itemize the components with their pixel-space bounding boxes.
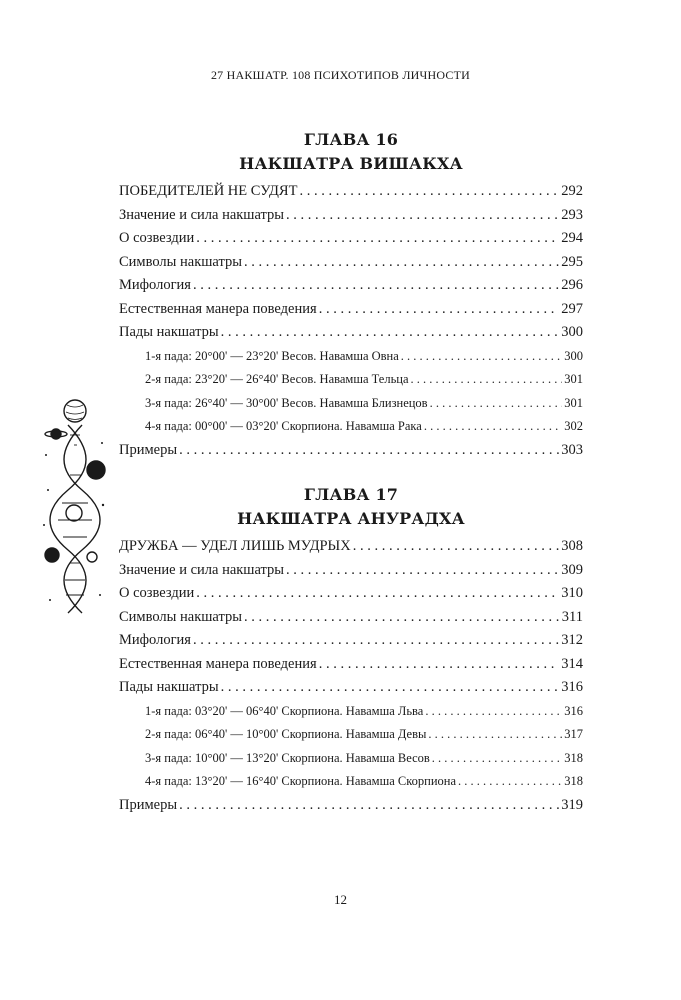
dot-leader — [299, 180, 559, 204]
entry-page: 314 — [561, 655, 583, 672]
entry-page: 316 — [564, 703, 583, 718]
entry-page: 300 — [564, 348, 583, 363]
dot-leader — [286, 559, 559, 583]
entry-page: 318 — [564, 774, 583, 788]
dot-leader — [411, 368, 563, 392]
toc-entry[interactable] — [119, 535, 583, 559]
entry-title: Значение и сила накшатры — [119, 206, 285, 223]
toc-entry[interactable] — [119, 653, 583, 677]
toc-entry[interactable] — [119, 298, 583, 322]
toc-entry[interactable] — [119, 251, 583, 275]
entry-title: 4-я пада: 00°00' — 03°20' Скорпиона. Навамша Рака — [145, 419, 422, 433]
dot-leader — [319, 653, 560, 677]
toc-list — [119, 535, 583, 817]
toc-entry[interactable] — [119, 582, 583, 606]
dot-leader — [319, 298, 560, 322]
entry-page: 318 — [564, 750, 583, 765]
toc-entry[interactable] — [119, 439, 583, 463]
toc-entry[interactable] — [119, 794, 583, 818]
toc-list — [119, 180, 583, 462]
entry-page: 293 — [561, 206, 583, 223]
dot-leader — [432, 747, 562, 771]
chapter-label: ГЛАВА 17 — [303, 485, 399, 504]
entry-title: 1-я пада: 03°20' — 06°40' Скорпиона. Навамша Льва — [145, 703, 424, 718]
toc-entry[interactable] — [119, 606, 583, 630]
entry-title: 3-я пада: 10°00' — 13°20' Скорпиона. Навамша Весов — [145, 750, 430, 765]
chapter-label: ГЛАВА 16 — [303, 130, 399, 149]
entry-title: Естественная манера поведения — [119, 300, 317, 317]
dot-leader — [425, 700, 562, 724]
toc-entry[interactable] — [119, 676, 583, 700]
toc-entry[interactable] — [119, 629, 583, 653]
entry-page: 312 — [561, 632, 583, 648]
entry-page: 297 — [561, 300, 583, 317]
dot-leader — [221, 321, 560, 345]
dot-leader — [196, 582, 559, 606]
dot-leader — [221, 676, 560, 700]
entry-title: Пады накшатры — [119, 679, 219, 695]
dot-leader — [401, 345, 562, 369]
entry-page: 316 — [561, 679, 583, 695]
dot-leader — [430, 392, 563, 416]
entry-page: 295 — [561, 253, 583, 270]
dot-leader — [193, 629, 559, 653]
toc-subentry[interactable] — [119, 415, 583, 439]
entry-title: Пады накшатры — [119, 324, 219, 340]
toc-entry[interactable] — [119, 180, 583, 204]
toc-subentry[interactable] — [119, 700, 583, 724]
entry-page: 310 — [561, 585, 583, 601]
toc-subentry[interactable] — [119, 345, 583, 369]
dot-leader — [193, 274, 559, 298]
entry-title: Примеры — [119, 796, 178, 813]
dna-helix-with-planets-icon — [40, 395, 110, 625]
toc-subentry[interactable] — [119, 368, 583, 392]
dot-leader — [179, 794, 559, 818]
entry-page: 311 — [561, 608, 583, 625]
dot-leader — [179, 439, 559, 463]
page-number: 12 — [334, 892, 347, 907]
dot-leader — [286, 204, 559, 228]
chapter-16-section — [119, 128, 583, 462]
entry-page: 303 — [561, 441, 583, 458]
dot-leader — [196, 227, 559, 251]
entry-page: 319 — [561, 796, 583, 813]
chapter-title: НАКШАТРА АНУРАДХА — [237, 509, 465, 528]
dot-leader — [424, 415, 562, 439]
entry-title: Символы накшатры — [119, 608, 242, 625]
toc-subentry[interactable] — [119, 723, 583, 747]
dot-leader — [244, 606, 560, 630]
entry-page: 309 — [561, 561, 583, 578]
dot-leader — [458, 770, 562, 794]
toc-entry[interactable] — [119, 227, 583, 251]
entry-title: Естественная манера поведения — [119, 655, 317, 672]
toc-subentry[interactable] — [119, 747, 583, 771]
chapter-title: НАКШАТРА ВИШАКХА — [239, 154, 463, 173]
entry-page: 302 — [564, 419, 583, 433]
chapter-17-section — [119, 483, 583, 817]
entry-page: 317 — [564, 727, 583, 741]
toc-entry[interactable] — [119, 204, 583, 228]
toc-entry[interactable] — [119, 321, 583, 345]
entry-title: Примеры — [119, 441, 178, 458]
dot-leader — [353, 535, 560, 559]
entry-title: ДРУЖБА — УДЕЛ ЛИШЬ МУДРЫХ — [119, 538, 351, 554]
toc-entry[interactable] — [119, 274, 583, 298]
toc-subentry[interactable] — [119, 392, 583, 416]
entry-title: 2-я пада: 23°20' — 26°40' Весов. Навамша Тельца — [145, 372, 409, 386]
entry-title: 2-я пада: 06°40' — 10°00' Скорпиона. Навамша Девы — [145, 727, 427, 741]
entry-title: Символы накшатры — [119, 253, 242, 270]
entry-title: Мифология — [119, 277, 191, 293]
entry-page: 300 — [561, 324, 583, 340]
dot-leader — [428, 723, 562, 747]
entry-page: 292 — [561, 183, 583, 199]
toc-subentry[interactable] — [119, 770, 583, 794]
entry-page: 301 — [564, 395, 583, 410]
entry-page: 294 — [561, 230, 583, 246]
entry-title: ПОБЕДИТЕЛЕЙ НЕ СУДЯТ — [119, 183, 298, 199]
dot-leader — [244, 251, 559, 275]
toc-entry[interactable] — [119, 559, 583, 583]
entry-title: Значение и сила накшатры — [119, 561, 285, 578]
entry-page: 301 — [564, 372, 583, 386]
entry-title: 3-я пада: 26°40' — 30°00' Весов. Навамша Близнецов — [145, 395, 428, 410]
entry-title: 4-я пада: 13°20' — 16°40' Скорпиона. Навамша Скорпиона — [145, 774, 457, 788]
entry-title: Мифология — [119, 632, 191, 648]
entry-page: 296 — [561, 277, 583, 293]
entry-page: 308 — [561, 538, 583, 554]
running-head: 27 НАКШАТР. 108 ПСИХОТИПОВ ЛИЧНОСТИ — [210, 68, 471, 82]
entry-title: О созвездии — [119, 230, 195, 246]
entry-title: О созвездии — [119, 585, 195, 601]
entry-title: 1-я пада: 20°00' — 23°20' Весов. Навамша Овна — [145, 348, 399, 363]
